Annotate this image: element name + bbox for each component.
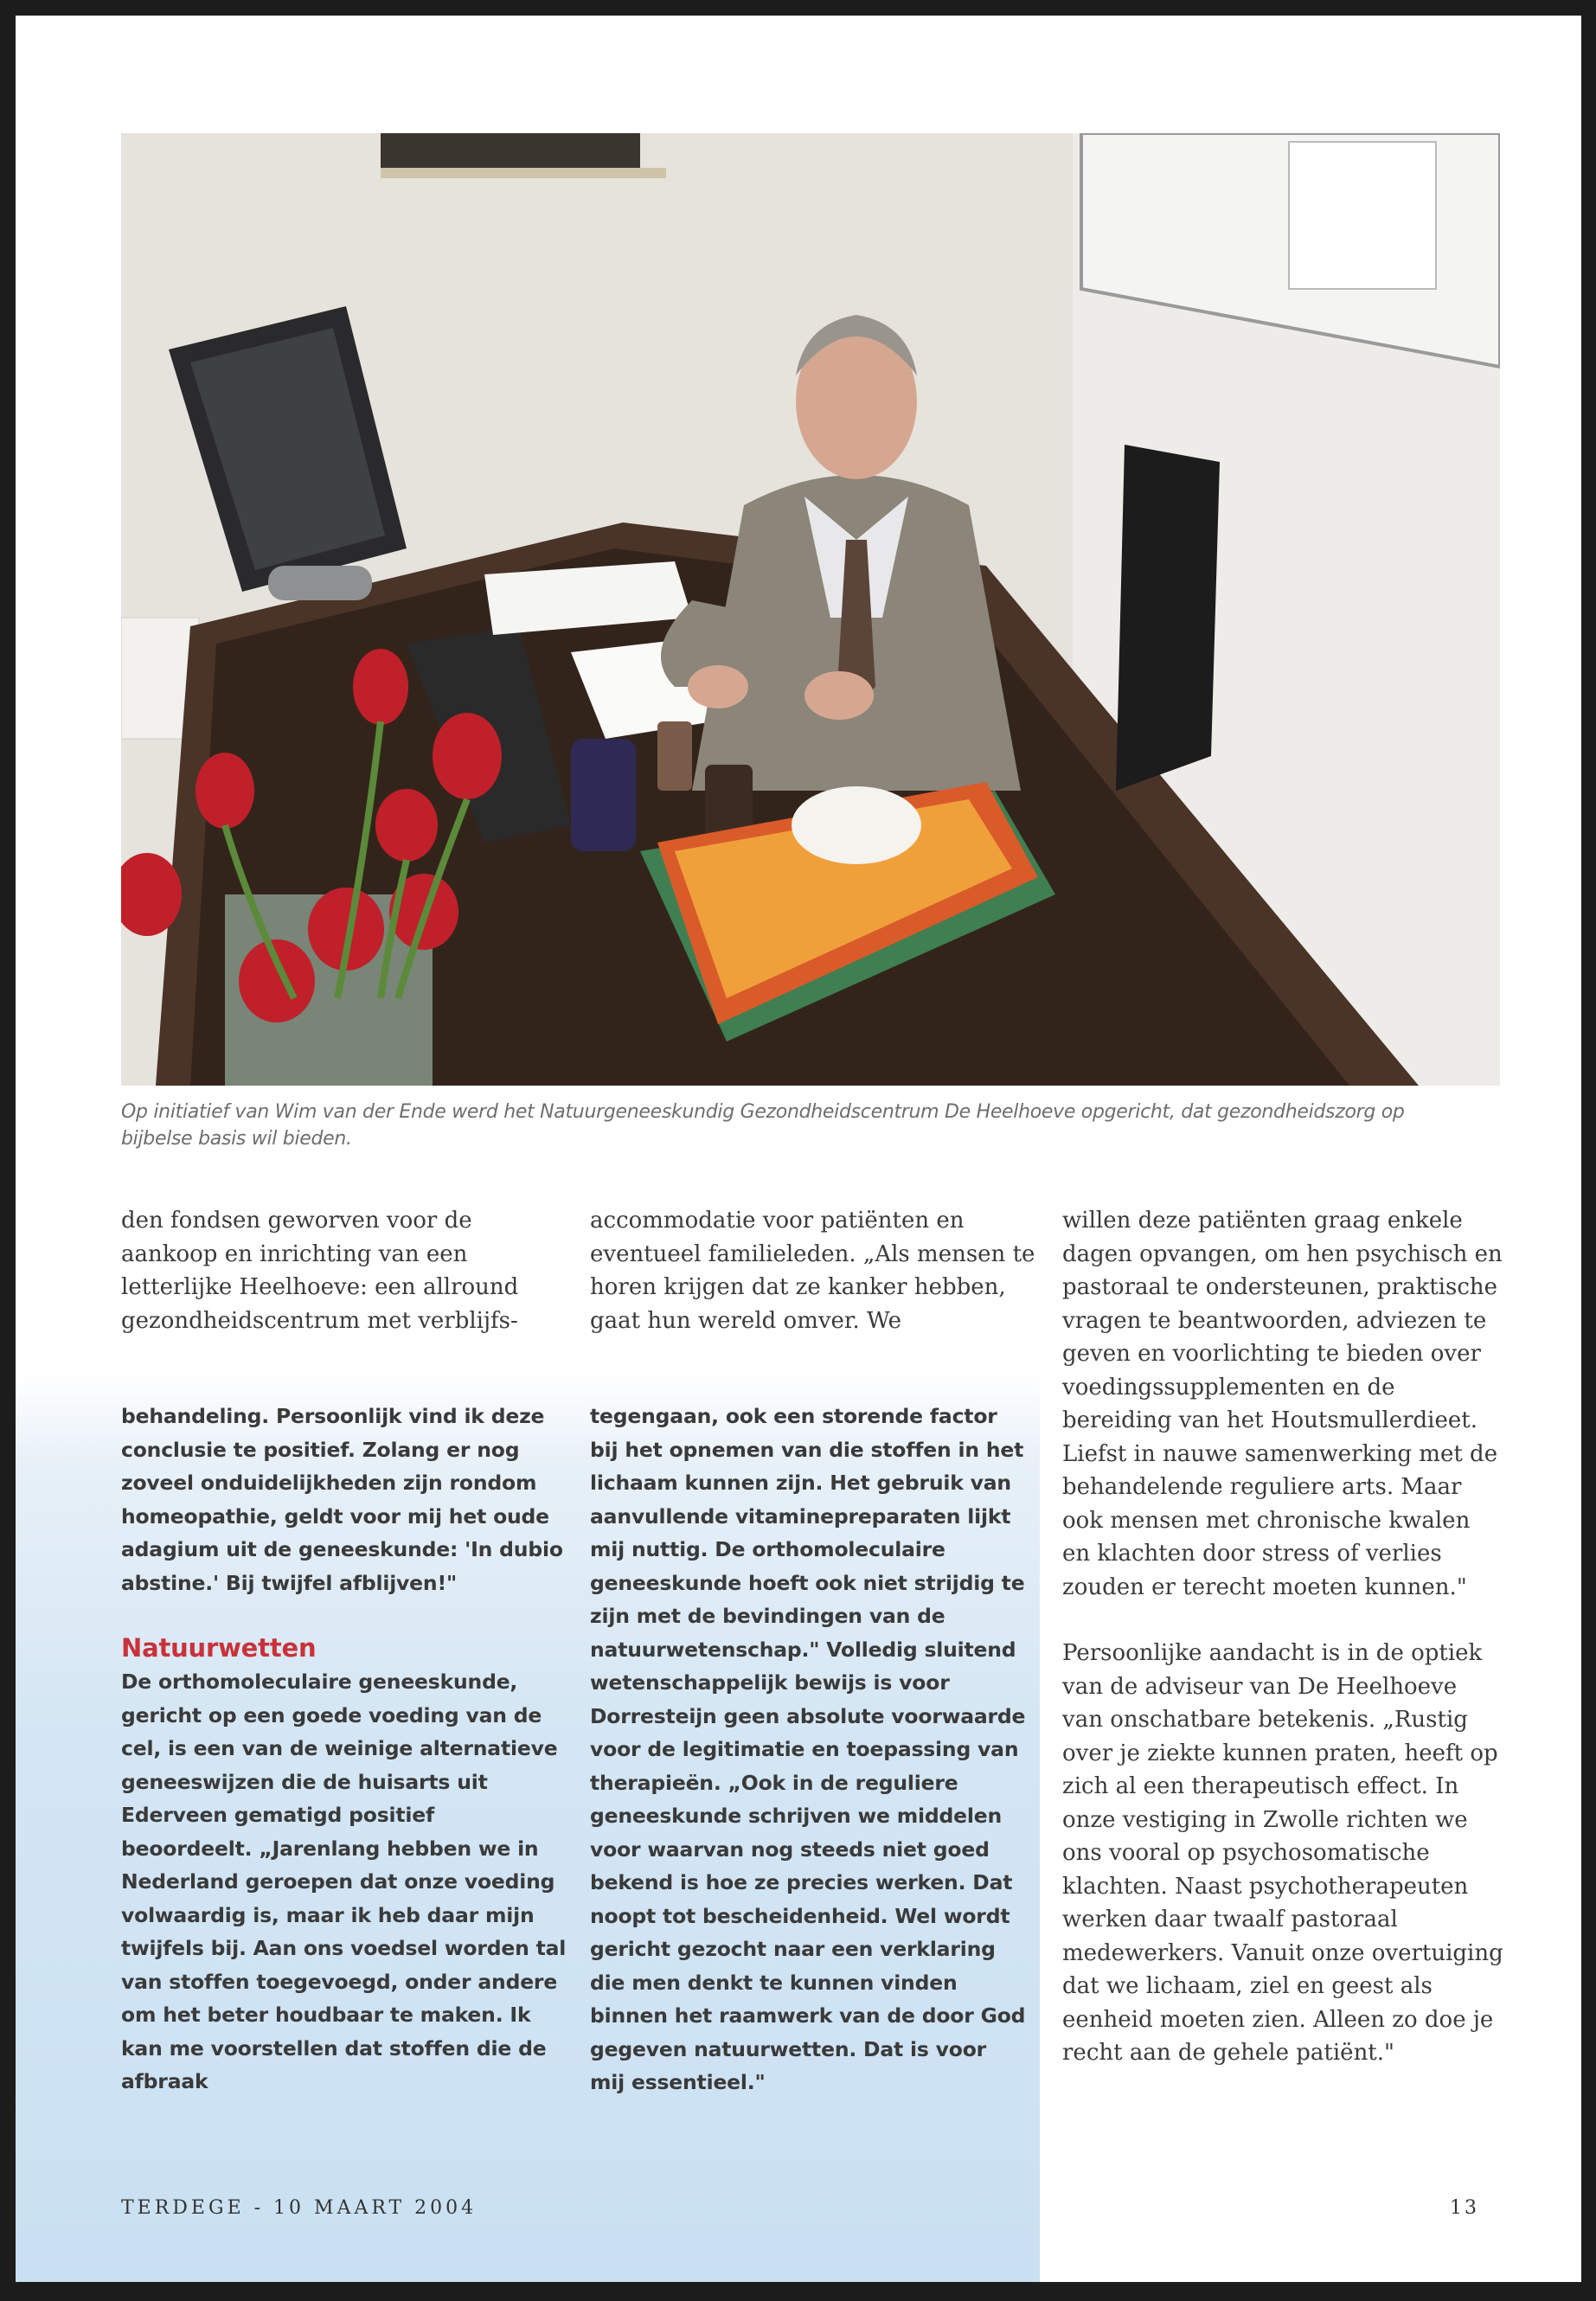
photo-illustration — [121, 133, 1500, 1086]
column-left-box — [121, 1400, 571, 2099]
section-heading: Natuurwetten — [121, 1633, 317, 1663]
page-number: 13 — [1450, 2197, 1479, 2219]
column-middle-box — [590, 1400, 1027, 2099]
column-middle-top — [590, 1204, 1040, 1337]
body-paragraph: Persoonlijke aandacht is in de optiek van de adviseur van De Heelhoeve van onschatbare betekenis. „Rustig over je ziekte kunnen praten, heeft op zich al een therapeutisch effect. In onze vestiging in Zwolle richten we ons vooral op psychosomatische klachten. Naast psychotherapeuten werken daar twaalf pastoraal medewerkers. Vanuit onze overtuiging dat we lichaam, ziel en geest als eenheid moeten zien. Alleen zo doe je recht aan de gehele patiënt." — [1062, 1640, 1503, 2066]
body-paragraph: den fondsen geworven voor de aankoop en inrichting van een letterlijke Heelhoeve: een allround gezondheidscentrum met verblijfs- — [121, 1208, 519, 1334]
box-paragraph: De orthomoleculaire geneeskunde, gericht op een goede voeding van de cel, is een van de weinige alternatieve geneeswijzen die de huisarts uit Ederveen gematigd positief beoordeelt. „Jarenlang hebben we in Nederland geroepen dat onze voeding volwaardig is, maar ik heb daar mijn twijfels bij. Aan ons voedsel worden tal van stoffen toegevoegd, onder andere om het beter houdbaar te maken. Ik kan me voorstellen dat stoffen die de afbraak — [121, 1670, 567, 2093]
photo-caption: Op initiatief van Wim van der Ende werd het Natuurgeneeskundig Gezondheidscentrum De Heelhoeve opgericht, dat gezondheidszorg op bijbelse basis wil bieden. — [121, 1101, 1405, 1150]
body-paragraph: accommodatie voor patiënten en eventueel familieleden. „Als mensen te horen krijgen dat ze kanker hebben, gaat hun wereld omver. We — [590, 1208, 1035, 1334]
article-photo — [121, 133, 1500, 1086]
body-paragraph: willen deze patiënten graag enkele dagen opvangen, om hen psychisch en pastoraal te ondersteunen, praktische vragen te beantwoorden, adviezen te geven en voorlichting te bieden over voedingssupplementen en de bereiding van het Houtsmullerdieet. Liefst in nauwe samenwerking met de behandelende reguliere arts. Maar ook mensen met chronische kwalen en klachten door stress of verlies zouden er terecht moeten kunnen." — [1062, 1208, 1503, 1600]
box-paragraph: behandeling. Persoonlijk vind ik deze conclusie te positief. Zolang er nog zoveel onduidelijkheden zijn rondom homeopathie, geldt voor mij het oude adagium uit de geneeskunde: 'In dubio abstine.' Bij twijfel afblijven!" — [121, 1404, 563, 1595]
column-left-top — [121, 1204, 571, 1337]
box-paragraph: tegengaan, ook een storende factor bij het opnemen van die stoffen in het lichaam kunnen zijn. Het gebruik van aanvullende vitaminepreparaten lijkt mij nuttig. De orthomoleculaire geneeskunde hoeft ook niet strijdig te zijn met de bevindingen van de natuurwetenschap." Volledig sluitend wetenschappelijk bewijs is voor Dorresteijn geen absolute voorwaarde voor de legitimatie en toepassing van therapieën. „Ook in de reguliere geneeskunde schrijven we middelen voor waarvan nog steeds niet goed bekend is hoe ze precies werken. Dat noopt tot bescheidenheid. Wel wordt gericht gezocht naar een verklaring die men denkt te kunnen vinden binnen het raamwerk van de door God gegeven natuurwetten. Dat is voor mij essentieel." — [590, 1404, 1026, 2094]
publication-footer: TERDEGE - 10 MAART 2004 — [121, 2197, 478, 2219]
magazine-page — [16, 16, 1581, 2282]
column-right — [1062, 1204, 1503, 2070]
